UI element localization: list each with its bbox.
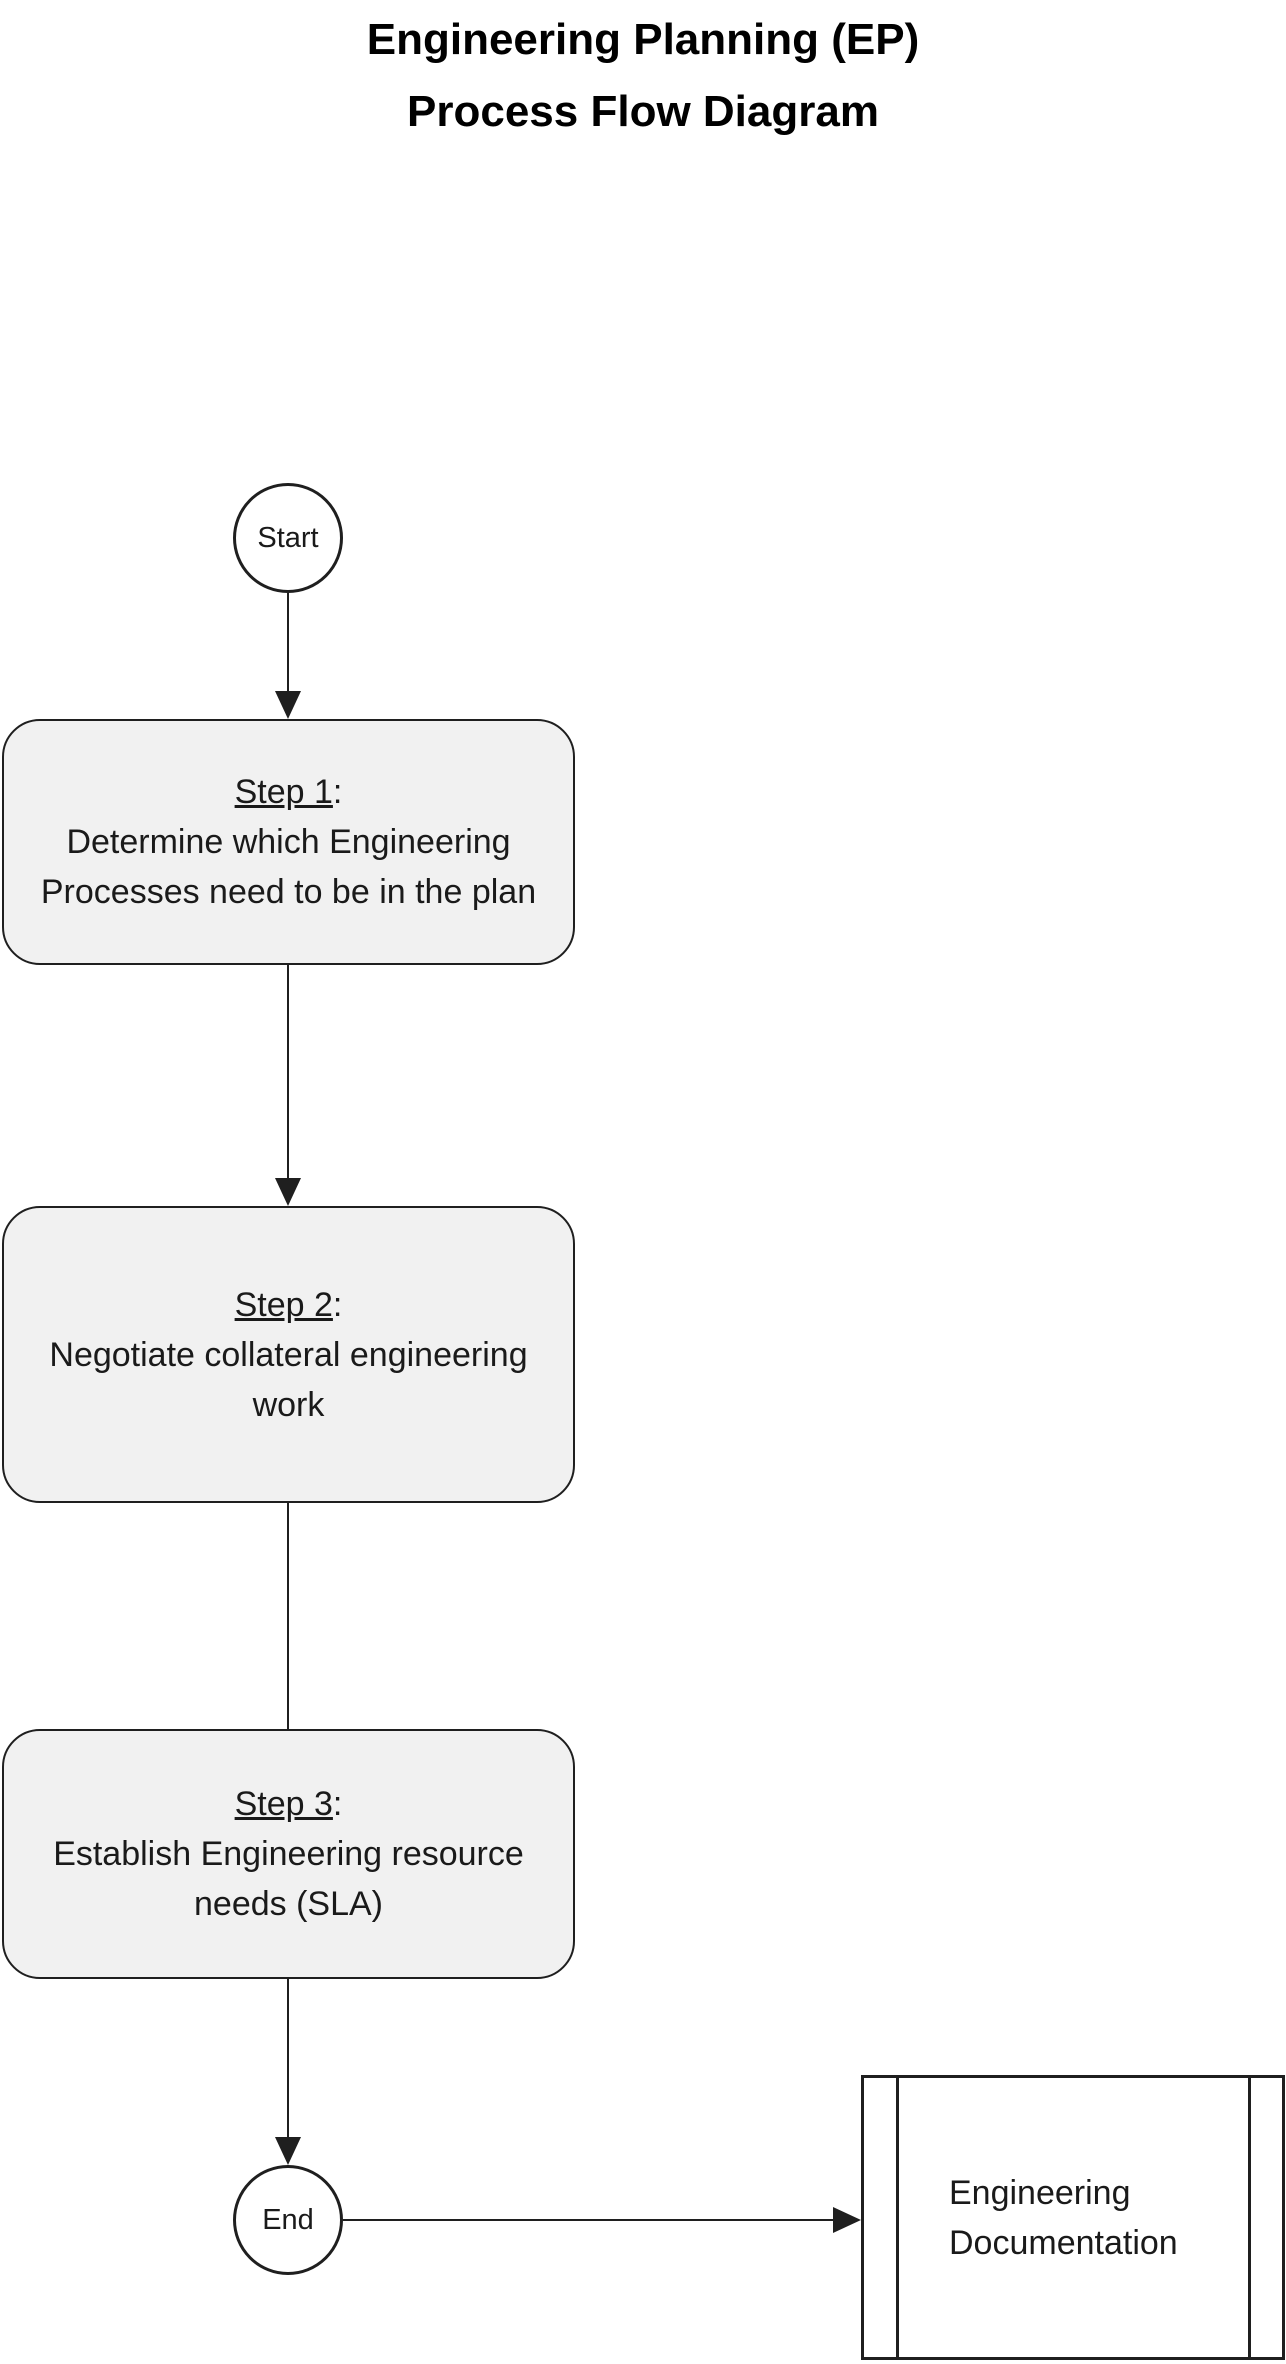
step-1-text-line-1: Determine which Engineering xyxy=(66,823,511,861)
diagram-title xyxy=(0,4,1286,148)
step-3-text-line-1: Establish Engineering resource xyxy=(53,1835,524,1873)
step-3-heading: Step 3: xyxy=(234,1785,343,1823)
engineering-documentation-box xyxy=(861,2075,1285,2360)
documentation-label-line-1: Engineering xyxy=(949,2173,1131,2212)
start-node xyxy=(233,483,343,593)
step-1-box xyxy=(2,719,575,965)
start-node-label: Start xyxy=(257,521,319,554)
arrowhead-step1-step2 xyxy=(275,1178,301,1206)
step-2-text-line-1: Negotiate collateral engineering xyxy=(49,1335,528,1374)
connector-step1-step2 xyxy=(287,965,289,1180)
diagram-title-line-1: Engineering Planning (EP) xyxy=(366,15,920,64)
connector-step2-step3 xyxy=(287,1503,289,1729)
arrowhead-end-documentation xyxy=(833,2207,861,2233)
step-2-box xyxy=(2,1206,575,1503)
arrowhead-start-step1 xyxy=(275,691,301,719)
connector-step3-end xyxy=(287,1979,289,2139)
step-3-box xyxy=(2,1729,575,1979)
connector-end-documentation xyxy=(343,2219,835,2221)
documentation-label-line-2: Documentation xyxy=(949,2223,1178,2262)
connector-start-step1 xyxy=(287,593,289,693)
step-1-text-line-2: Processes need to be in the plan xyxy=(40,873,537,911)
step-1-heading: Step 1: xyxy=(234,773,343,811)
step-2-text-line-2: work xyxy=(252,1385,325,1424)
diagram-title-line-2: Process Flow Diagram xyxy=(407,87,879,136)
step-3-text-line-2: needs (SLA) xyxy=(194,1885,383,1923)
step-2-heading: Step 2: xyxy=(234,1285,343,1324)
end-node-label: End xyxy=(262,2203,314,2236)
arrowhead-step3-end xyxy=(275,2137,301,2165)
end-node xyxy=(233,2165,343,2275)
